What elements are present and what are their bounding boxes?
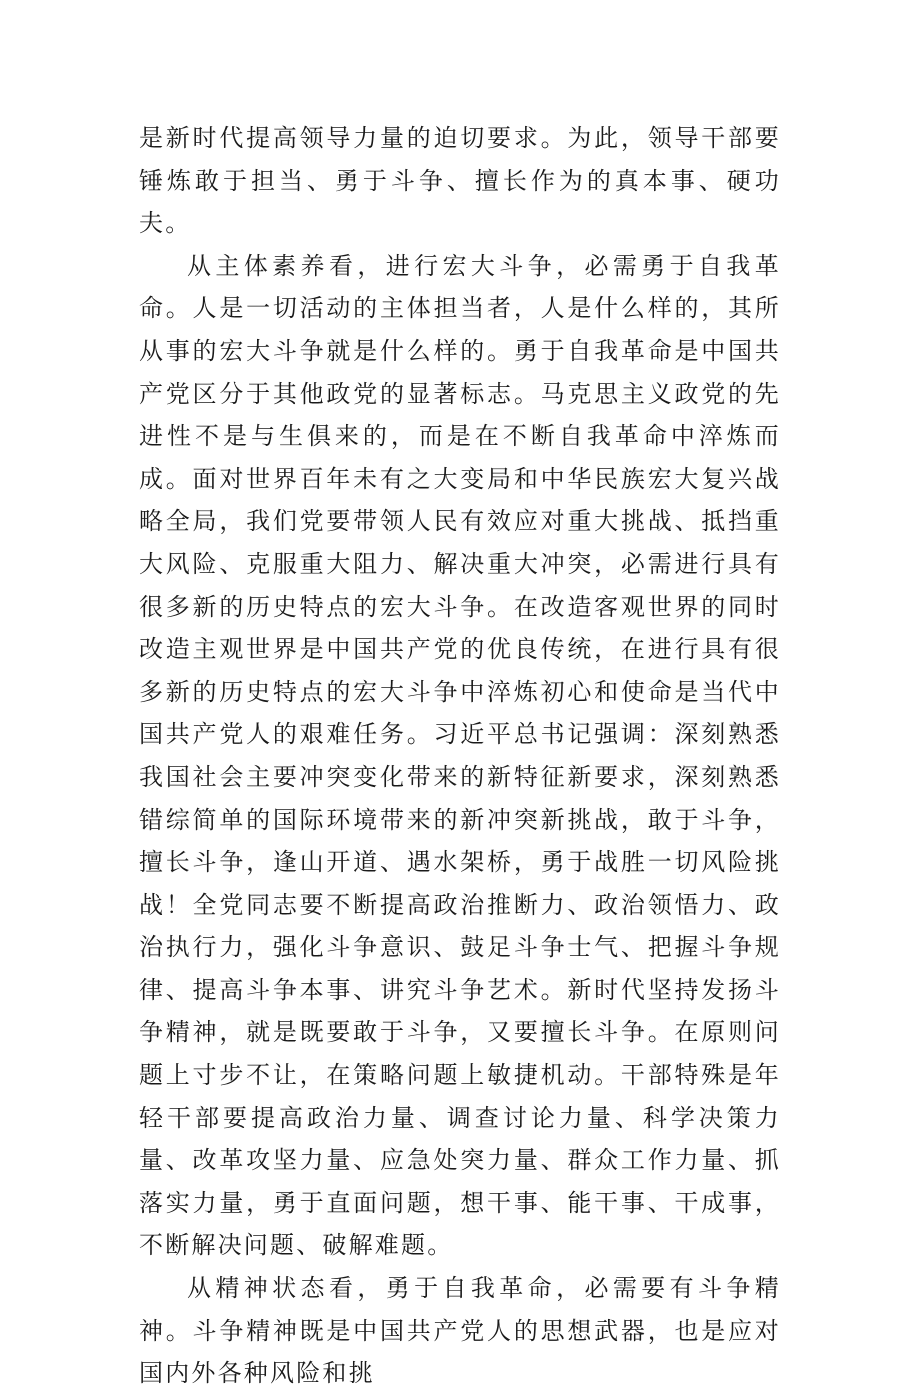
paragraph-continuation: 是新时代提高领导力量的迫切要求。为此，领导干部要锤炼敢于担当、勇于斗争、擅长作为的真本事、硬功夫。 <box>139 124 781 238</box>
paragraph-spiritual-state: 从精神状态看，勇于自我革命，必需要有斗争精神。斗争精神既是中国共产党人的思想武器，也是应对国内外各种风险和挑 <box>139 1274 781 1388</box>
paragraph-subject-literacy: 从主体素养看，进行宏大斗争，必需勇于自我革命。人是一切活动的主体担当者，人是什么样的，其所从事的宏大斗争就是什么样的。勇于自我革命是中国共产党区分于其他政党的显著标志。马克思主义政党的先进性不是与生俱来的，而是在不断自我革命中淬炼而成。面对世界百年未有之大变局和中华民族宏大复兴战略全局，我们党要带领人民有效应对重大挑战、抵挡重大风险、克服重大阻力、解决重大冲突，必需进行具有很多新的历史特点的宏大斗争。在改造客观世界的同时改造主观世界是中国共产党的优良传统，在进行具有很多新的历史特点的宏大斗争中淬炼初心和使命是当代中国共产党人的艰难任务。习近平总书记强调：深刻熟悉我国社会主要冲突变化带来的新特征新要求，深刻熟悉错综简单的国际环境带来的新冲突新挑战，敢于斗争，擅长斗争，逢山开道、遇水架桥，勇于战胜一切风险挑战！全党同志要不断提高政治推断力、政治领悟力、政治执行力，强化斗争意识、鼓足斗争士气、把握斗争规律、提高斗争本事、讲究斗争艺术。新时代坚持发扬斗争精神，就是既要敢于斗争，又要擅长斗争。在原则问题上寸步不让，在策略问题上敏捷机动。干部特殊是年轻干部要提高政治力量、调查讨论力量、科学决策力量、改革攻坚力量、应急处突力量、群众工作力量、抓落实力量，勇于直面问题，想干事、能干事、干成事，不断解决问题、破解难题。 <box>139 251 781 1260</box>
document-body <box>139 117 781 1395</box>
